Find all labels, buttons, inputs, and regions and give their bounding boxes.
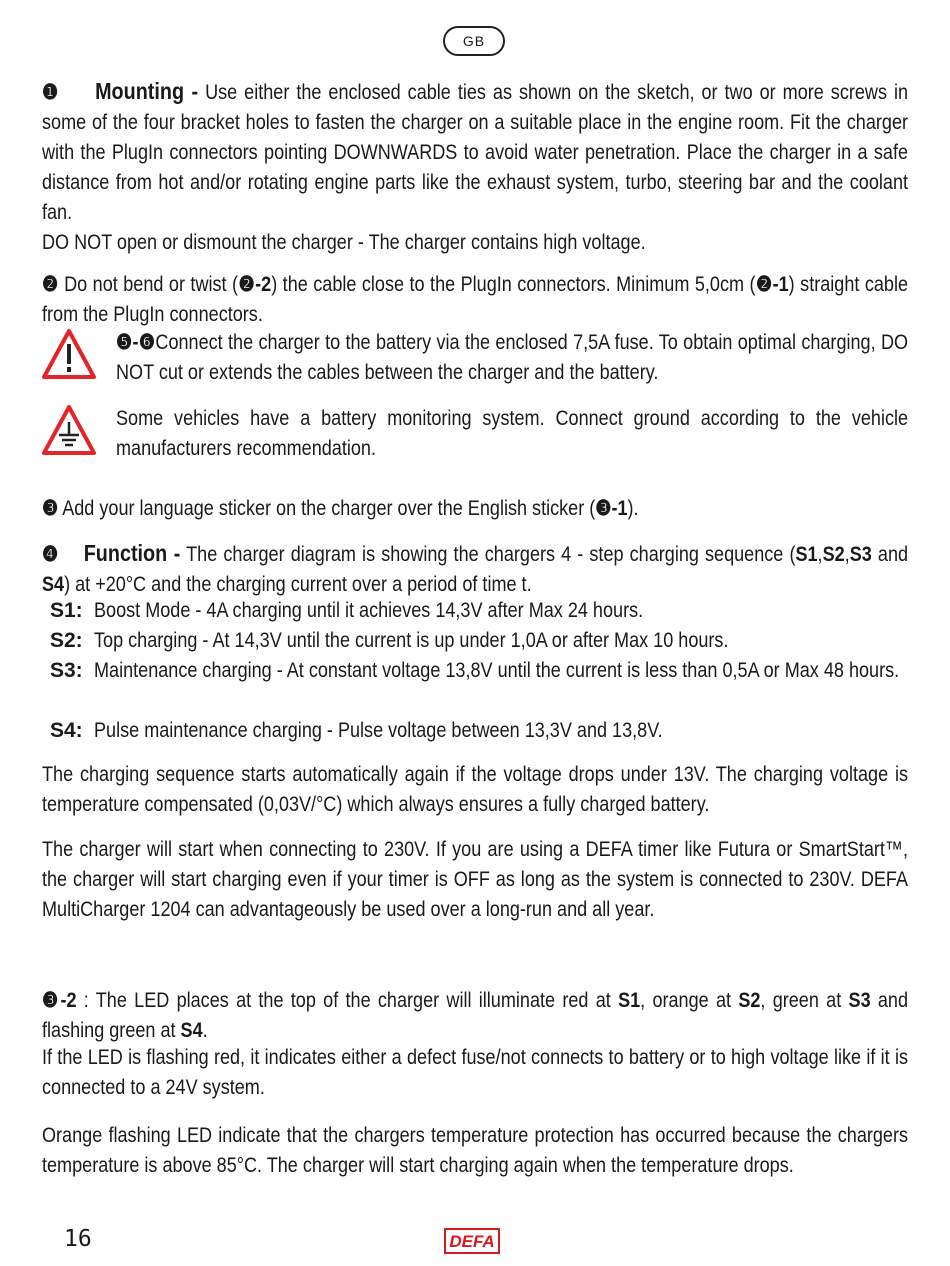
function-and: and: [871, 543, 909, 566]
step-label: S2:: [50, 629, 83, 652]
led-s1: S1: [618, 989, 641, 1012]
bend-marker: ❷: [42, 273, 59, 296]
step-label: S3:: [50, 659, 83, 682]
function-heading: Function -: [83, 540, 181, 566]
fuse-warning: [42, 328, 908, 388]
ground-warning: [42, 404, 908, 464]
led-text-c: , green at: [760, 989, 849, 1012]
led-s4: S4: [180, 1019, 203, 1042]
fuse-warning-marker: ❺-❻: [116, 331, 156, 354]
sticker-section: [42, 494, 950, 524]
step-s4: [50, 716, 908, 746]
function-s4: S4: [42, 573, 65, 596]
fuse-warning-text-block: [116, 328, 908, 388]
step-label: S1:: [50, 599, 83, 622]
function-section: ❹ Function - The charger diagram is showing the chargers 4 - step charging sequence (S1,S2,S3 and S4) at +20°C and the charging current over a period of time t.: [42, 540, 909, 596]
led-red-paragraph: If the LED is flashing red, it indicates either a defect fuse/not connects to battery or to high voltage like if it is connected to a 24V system.: [42, 1046, 909, 1099]
function-s1: S1: [795, 543, 818, 566]
function-marker: ❹: [42, 543, 60, 566]
function-text-a: The charger diagram is showing the chargers 4 - step charging sequence (: [180, 543, 796, 566]
language-badge: GB: [443, 26, 505, 56]
defa-logo: [444, 1228, 502, 1254]
bend-text-c: ) straight cable from the PlugIn connectors.: [42, 273, 909, 326]
warning-exclamation-icon: [42, 328, 96, 380]
step-s2: [50, 626, 908, 656]
led-text-d: and flashing green at: [42, 989, 909, 1042]
fuse-warning-text: Connect the charger to the battery via the enclosed 7,5A fuse. To obtain optimal charging, DO NOT cut or extends the cables between the charger and the battery.: [116, 331, 909, 384]
mounting-marker: ❶: [42, 81, 61, 104]
bend-section: [42, 270, 950, 330]
function-text-b: ) at +20°C and the charging current over a period of time t.: [64, 573, 532, 596]
led-orange-paragraph: Orange flashing LED indicate that the chargers temperature protection has occurred because the chargers temperature is above 85°C. The charger will start charging again when the temperature drops.: [42, 1124, 909, 1177]
sticker-text-a: Add your language sticker on the charger over the English sticker (: [58, 497, 596, 520]
led-section: [42, 986, 950, 1046]
bend-text-b: ) the cable close to the PlugIn connectors. Minimum 5,0cm (: [271, 273, 756, 296]
step-text: Boost Mode - 4A charging until it achieves 14,3V after Max 24 hours.: [94, 599, 644, 622]
step-text: Maintenance charging - At constant voltage 13,8V until the current is less than 0,5A or Max 48 hours.: [94, 659, 900, 682]
led-text-a: : The LED places at the top of the charger will illuminate red at: [76, 989, 619, 1012]
mounting-section: [42, 76, 950, 258]
bend-ref-b: ❷-1: [755, 273, 789, 296]
led-text-e: .: [202, 1019, 208, 1042]
step-s1: [50, 596, 908, 626]
sticker-ref: ❸-1: [595, 497, 628, 520]
page-number: 16: [64, 1226, 92, 1252]
sticker-marker: ❸: [42, 497, 59, 520]
led-text-b: , orange at: [640, 989, 739, 1012]
led-s3: S3: [848, 989, 871, 1012]
led-s2: S2: [738, 989, 761, 1012]
start-paragraph: The charger will start when connecting to 230V. If you are using a DEFA timer like Futura or SmartStart™, the charger will start charging even if your timer is OFF as long as the system is connected to 230V. DEFA MultiCharger 1204 can advantageously be used over a long-run and all year.: [42, 838, 909, 921]
sequence-paragraph: The charging sequence starts automatically again if the voltage drops under 13V. The charging voltage is temperature compensated (0,03V/°C) which always ensures a fully charged battery.: [42, 763, 909, 816]
mounting-heading: Mounting -: [95, 78, 199, 104]
step-label: S4:: [50, 719, 83, 742]
step-s3: [50, 656, 908, 716]
led-ref: ❸-2: [42, 989, 77, 1012]
ground-warning-text: Some vehicles have a battery monitoring system. Connect ground according to the vehicle manufacturers recommendation.: [116, 407, 909, 460]
logo-text: DEFA: [449, 1232, 495, 1251]
warning-ground-icon: [42, 404, 96, 456]
step-text: Pulse maintenance charging - Pulse voltage between 13,3V and 13,8V.: [94, 719, 663, 742]
bend-text-a: Do not bend or twist (: [58, 273, 239, 296]
mounting-text: Use either the enclosed cable ties as shown on the sketch, or two or more screws in some of the four bracket holes to fasten the charger on a suitable place in the engine room. Fit the charger with the PlugIn connectors pointing DOWNWARDS to avoid water penetration. Place the charger in a safe distance from hot and/or rotating engine parts like the exhaust system, turbo, steering bar and the coolant fan.: [42, 81, 909, 224]
bend-ref-a: ❷-2: [238, 273, 272, 296]
mounting-warning-line: DO NOT open or dismount the charger - The charger contains high voltage.: [42, 231, 646, 254]
step-text: Top charging - At 14,3V until the current is up under 1,0A or after Max 10 hours.: [94, 629, 729, 652]
function-s3: S3: [849, 543, 872, 566]
sticker-text-b: ).: [627, 497, 639, 520]
function-s2: S2: [822, 543, 845, 566]
